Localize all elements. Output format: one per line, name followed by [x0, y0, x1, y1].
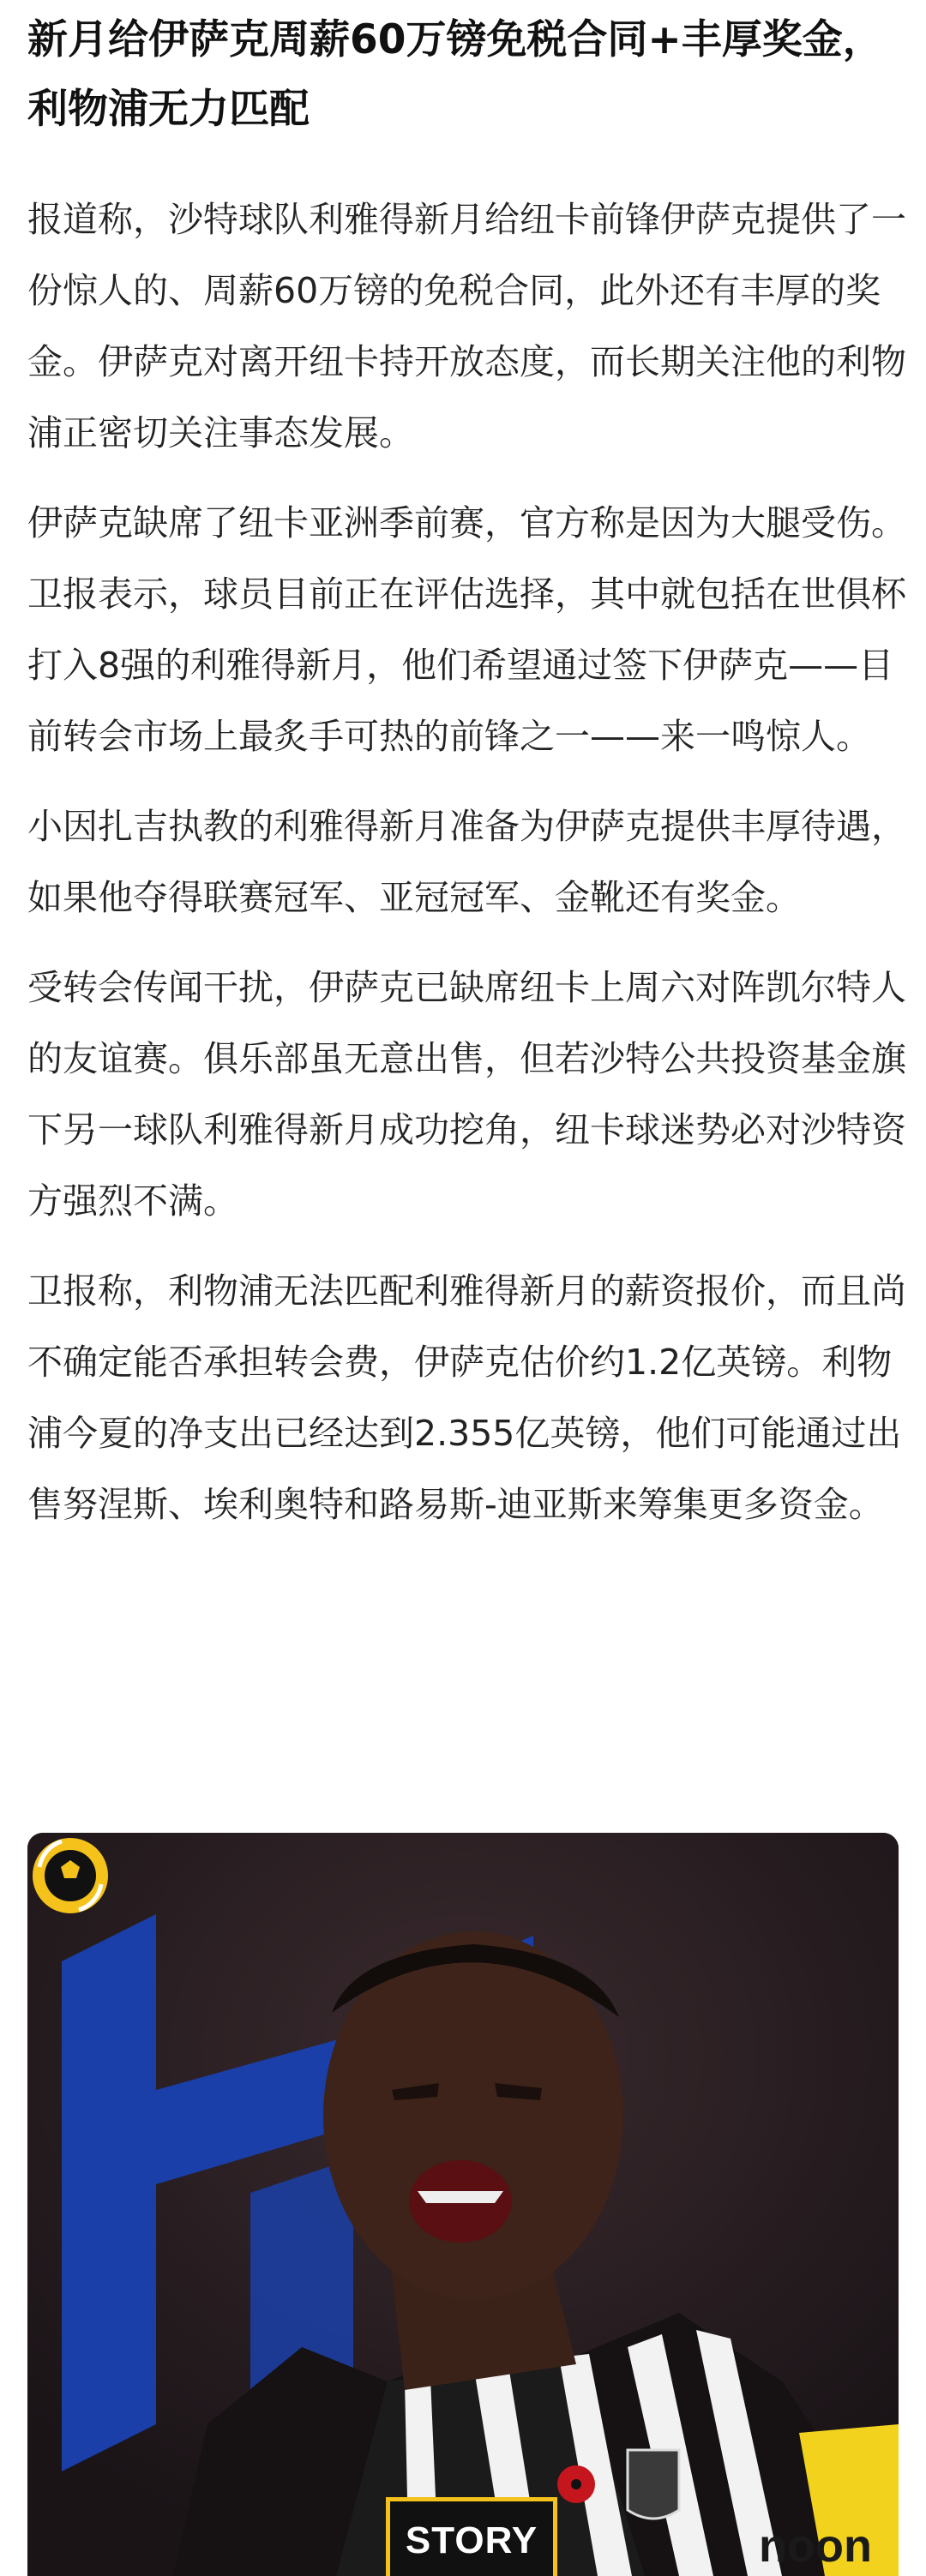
article-paragraph: 受转会传闻干扰，伊萨克已缺席纽卡上周六对阵凯尔特人的友谊赛。俱乐部虽无意出售，但若沙特公共投资基金旗下另一球队利雅得新月成功挖角，纽卡球迷势必对沙特资方强烈不满。 [27, 967, 906, 1222]
article-paragraph: 报道称，沙特球队利雅得新月给纽卡前锋伊萨克提供了一份惊人的、周薪60万镑的免税合同，此外还有丰厚的奖金。伊萨克对离开纽卡持开放态度，而长期关注他的利物浦正密切关注事态发展。 [27, 199, 906, 453]
hero-illustration [27, 1833, 899, 2576]
article-title: 新月给伊萨克周薪60万镑免税合同+丰厚奖金，利物浦无力匹配 [27, 16, 883, 133]
article-paragraph: 伊萨克缺席了纽卡亚洲季前赛，官方称是因为大腿受伤。卫报表示，球员目前正在评估选择，其中就包括在世俱杯打入8强的利雅得新月，他们希望通过签下伊萨克——目前转会市场上最炙手可热的前锋之一——来一鸣惊人。 [27, 502, 906, 757]
article-paragraph: 小因扎吉执教的利雅得新月准备为伊萨克提供丰厚待遇，如果他夺得联赛冠军、亚冠冠军、金靴还有奖金。 [27, 806, 906, 918]
sponsor-text: noon [759, 2520, 872, 2572]
story-tag: STORY [386, 2497, 557, 2576]
article-hero-image[interactable] [27, 1833, 899, 2576]
article-body [27, 184, 911, 1559]
football-icon [27, 1833, 113, 1918]
article-paragraph: 卫报称，利物浦无法匹配利雅得新月的薪资报价，而且尚不确定能否承担转会费，伊萨克估价约1.2亿英镑。利物浦今夏的净支出已经达到2.355亿英镑，他们可能通过出售努涅斯、埃利奥特和路易斯-迪亚斯来筹集更多资金。 [27, 1270, 906, 1525]
